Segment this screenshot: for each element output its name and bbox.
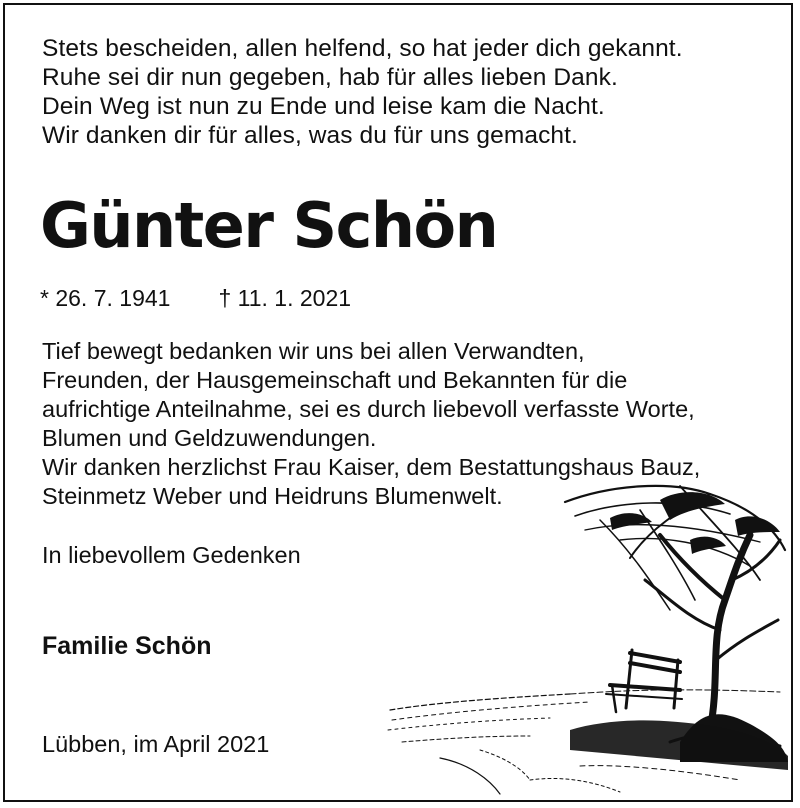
poem-line: Wir danken dir für alles, was du für uns gemacht. [42,122,578,149]
thanks-line: Blumen und Geldzuwendungen. [42,425,377,451]
poem-line: Stets bescheiden, allen helfend, so hat jeder dich gekannt. [42,35,683,62]
place-date: Lübben, im April 2021 [42,731,270,757]
death-date: † 11. 1. 2021 [218,285,352,311]
poem [42,34,683,150]
deceased-name: Günter Schön [40,189,498,262]
family-signature: Familie Schön [42,632,212,660]
poem-line: Ruhe sei dir nun gegeben, hab für alles lieben Dank. [42,64,618,91]
life-dates [40,284,351,312]
thanks-line: Steinmetz Weber und Heidruns Blumenwelt. [42,483,503,509]
memory-line: In liebevollem Gedenken [42,542,301,568]
tree-and-bench-icon [380,480,790,798]
poem-line: Dein Weg ist nun zu Ende und leise kam die Nacht. [42,93,605,120]
thanks-line: Wir danken herzlichst Frau Kaiser, dem Bestattungshaus Bauz, [42,454,701,480]
thanks-line: Tief bewegt bedanken wir uns bei allen Verwandten, [42,338,585,364]
birth-date: * 26. 7. 1941 [40,285,171,311]
thanks-line: aufrichtige Anteilnahme, sei es durch liebevoll verfasste Worte, [42,396,695,422]
thanks-line: Freunden, der Hausgemeinschaft und Bekannten für die [42,367,628,393]
